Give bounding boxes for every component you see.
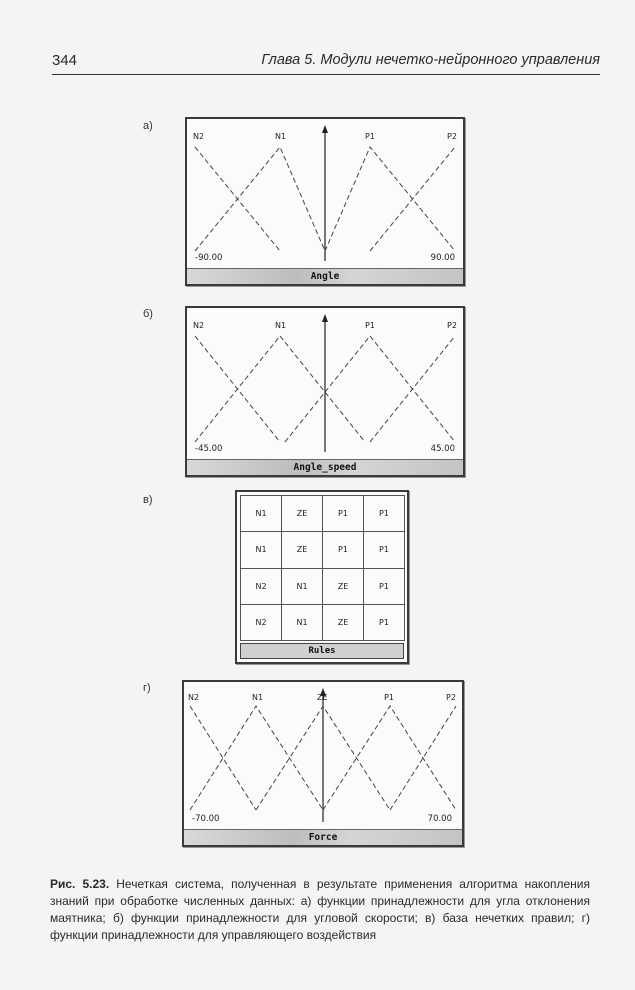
figure-caption <box>50 876 590 944</box>
mf-n1-line <box>195 147 325 251</box>
mf-label-n2: N2 <box>188 693 200 702</box>
range-max: 90.00 <box>430 253 455 263</box>
mf-label-p1: P1 <box>384 693 394 702</box>
rules-grid <box>240 495 404 640</box>
angle-speed-membership-panel <box>185 306 465 477</box>
mf-p1-line <box>325 147 455 251</box>
rule-cell: P1 <box>363 531 405 568</box>
mf-label-n2: N2 <box>193 132 205 141</box>
mf-n1-line <box>195 336 365 442</box>
mf-label-p2: P2 <box>447 321 457 330</box>
running-title: Глава 5. Модули нечетко-нейронного управления <box>261 52 600 68</box>
rule-cell: P1 <box>363 495 405 532</box>
variable-caption: Force <box>184 829 462 845</box>
rule-cell: ZE <box>281 495 323 532</box>
rule-cell: ZE <box>281 531 323 568</box>
rule-cell: N1 <box>281 568 323 605</box>
range-min: -90.00 <box>195 253 223 263</box>
sub-label-c: в) <box>143 494 153 506</box>
angle-membership-panel <box>185 117 465 286</box>
rule-cell: N1 <box>240 531 282 568</box>
mf-label-n2: N2 <box>193 321 205 330</box>
range-max: 45.00 <box>430 444 455 454</box>
axis-arrow <box>322 125 328 133</box>
angle-speed-membership-plot <box>187 308 463 460</box>
mf-label-p1: P1 <box>365 132 375 141</box>
mf-label-n1: N1 <box>275 132 287 141</box>
mf-n1-line <box>190 706 323 810</box>
range-max: 70.00 <box>427 814 452 824</box>
mf-label-n1: N1 <box>252 693 264 702</box>
range-min: -45.00 <box>195 444 223 454</box>
variable-caption: Angle_speed <box>187 459 463 475</box>
rule-cell: N1 <box>281 604 323 641</box>
rule-cell: N2 <box>240 568 282 605</box>
mf-label-p2: P2 <box>447 132 457 141</box>
page-header <box>52 50 600 75</box>
sub-label-d: г) <box>143 682 151 694</box>
rule-cell: P1 <box>363 568 405 605</box>
figure-label: Рис. 5.23. <box>50 877 110 891</box>
force-membership-plot <box>184 682 462 830</box>
rule-cell: N2 <box>240 604 282 641</box>
rule-cell: ZE <box>322 568 364 605</box>
rules-table-panel <box>235 490 409 664</box>
rule-cell: P1 <box>322 495 364 532</box>
axis-arrow <box>322 314 328 322</box>
sub-label-b: б) <box>143 308 153 320</box>
rule-cell: P1 <box>322 531 364 568</box>
mf-label-ze: ZE <box>317 693 328 702</box>
mf-label-p2: P2 <box>446 693 456 702</box>
force-membership-panel <box>182 680 464 847</box>
page-number: 344 <box>52 52 78 69</box>
mf-p1-line <box>323 706 456 810</box>
mf-p1-line <box>285 336 455 442</box>
range-min: -70.00 <box>192 814 220 824</box>
sub-label-a: а) <box>143 120 153 132</box>
mf-label-p1: P1 <box>365 321 375 330</box>
angle-membership-plot <box>187 119 463 269</box>
variable-caption: Angle <box>187 268 463 284</box>
mf-label-n1: N1 <box>275 321 287 330</box>
rule-cell: P1 <box>363 604 405 641</box>
rules-caption: Rules <box>240 643 404 659</box>
rule-cell: N1 <box>240 495 282 532</box>
figure-caption-text: Нечеткая система, полученная в результате применения алгоритма накопления знаний при обработке численных данных: а) функции принадлежности для угла отклонения маятника; б) функции принадлежности для угловой скорости; в) база нечетких правил; г) функции принадлежности для управляющего воздействия <box>50 877 590 942</box>
rule-cell: ZE <box>322 604 364 641</box>
